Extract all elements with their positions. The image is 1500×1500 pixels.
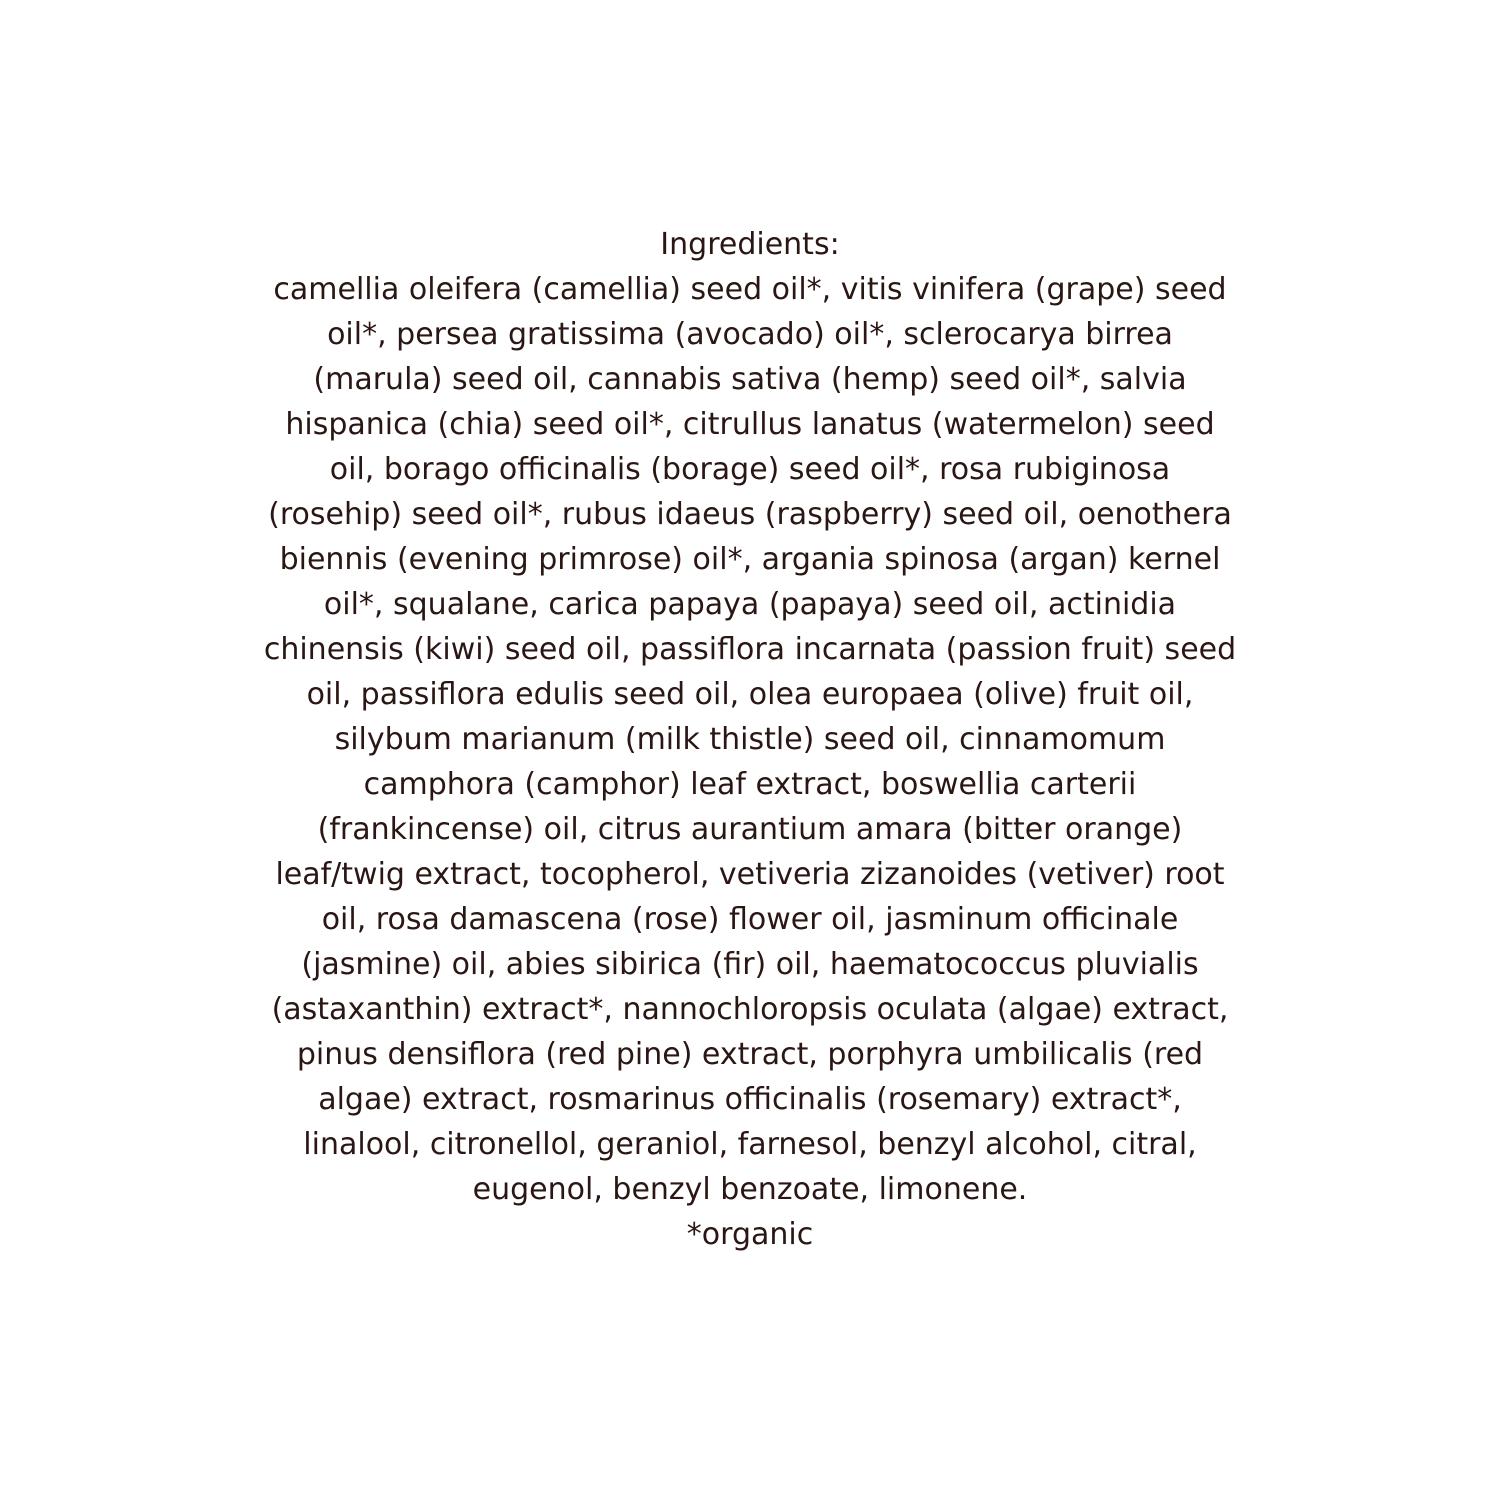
- ingredient-line: chinensis (kiwi) seed oil, passiflora incarnata (passion fruit) seed: [263, 632, 1237, 667]
- ingredient-line: oil*, squalane, carica papaya (papaya) seed oil, actinidia: [323, 587, 1177, 622]
- ingredient-line: (rosehip) seed oil*, rubus idaeus (raspberry) seed oil, oenothera: [268, 497, 1232, 532]
- ingredients-panel: [0, 222, 1500, 1257]
- ingredient-line: (marula) seed oil, cannabis sativa (hemp) seed oil*, salvia: [313, 362, 1187, 397]
- organic-footnote: *organic: [686, 1217, 814, 1252]
- ingredient-line: oil, borago officinalis (borage) seed oil*, rosa rubiginosa: [329, 452, 1171, 487]
- ingredient-line: camellia oleifera (camellia) seed oil*, vitis vinifera (grape) seed: [273, 272, 1227, 307]
- ingredients-heading: Ingredients:: [660, 227, 840, 262]
- ingredient-line: (jasmine) oil, abies sibirica (fir) oil, haematococcus pluvialis: [301, 947, 1199, 982]
- ingredient-line: camphora (camphor) leaf extract, boswellia carterii: [363, 767, 1137, 802]
- ingredient-line: hispanica (chia) seed oil*, citrullus lanatus (watermelon) seed: [285, 407, 1215, 442]
- ingredient-line: eugenol, benzyl benzoate, limonene.: [472, 1172, 1028, 1207]
- ingredient-line: linalool, citronellol, geraniol, farnesol, benzyl alcohol, citral,: [303, 1127, 1197, 1162]
- ingredient-line: algae) extract, rosmarinus officinalis (rosemary) extract*,: [318, 1082, 1182, 1117]
- ingredient-line: oil, rosa damascena (rose) flower oil, jasminum officinale: [321, 902, 1179, 937]
- ingredient-line: leaf/twig extract, tocopherol, vetiveria zizanoides (vetiver) root: [275, 857, 1225, 892]
- ingredient-line: silybum marianum (milk thistle) seed oil, cinnamomum: [334, 722, 1166, 757]
- ingredient-line: biennis (evening primrose) oil*, argania spinosa (argan) kernel: [279, 542, 1221, 577]
- ingredient-line: (frankincense) oil, citrus aurantium amara (bitter orange): [317, 812, 1183, 847]
- ingredient-line: oil*, persea gratissima (avocado) oil*, sclerocarya birrea: [327, 317, 1173, 352]
- ingredient-line: oil, passiflora edulis seed oil, olea europaea (olive) fruit oil,: [306, 677, 1194, 712]
- ingredient-line: pinus densiflora (red pine) extract, porphyra umbilicalis (red: [296, 1037, 1204, 1072]
- ingredient-line: (astaxanthin) extract*, nannochloropsis oculata (algae) extract,: [271, 992, 1229, 1027]
